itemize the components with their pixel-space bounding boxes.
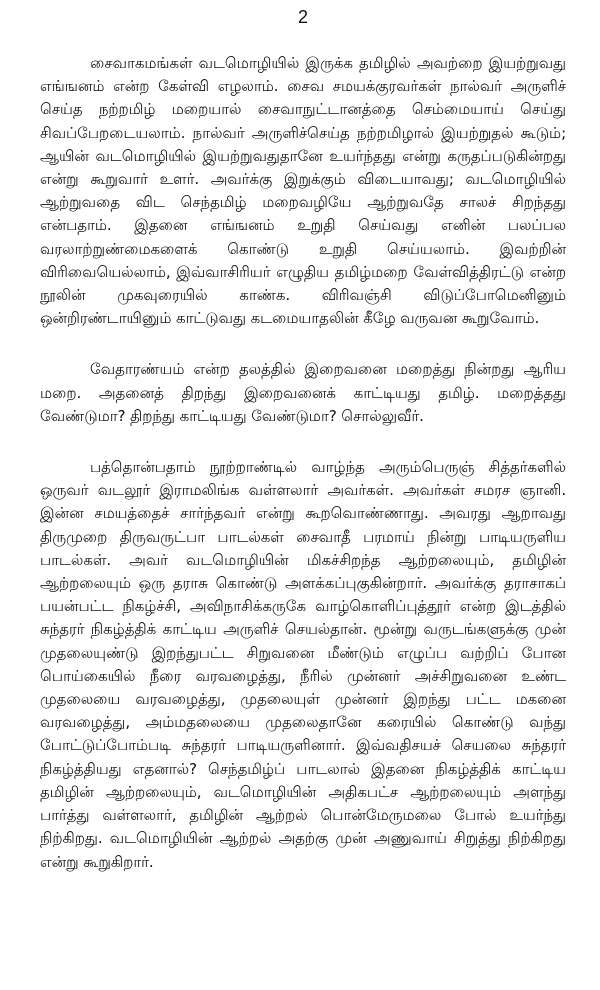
paragraph-2: வேதாரண்யம் என்ற தலத்தில் இறைவனை மறைத்து நின்றது ஆரிய மறை. அதனைத் திறந்து இறைவனைக் காட்டியது தமிழ். மறைத்தது வேண்டுமா? திறந்து காட்டியது வேண்டுமா? சொல்லுவீர். — [40, 360, 566, 425]
page-number: 2 — [297, 7, 308, 27]
paragraph-3: பத்தொன்பதாம் நூற்றாண்டில் வாழ்ந்த அரும்பெருஞ் சித்தர்களில் ஒருவர் வடலூர் இராமலிங்க வள்ளலார் அவர்கள். அவர்கள் சமரச ஞானி. இன்ன சமயத்தைச் சார்ந்தவர் என்று கூறவொண்ணாது. அவரது ஆறாவது திருமுறை திருவருட்பா பாடல்கள் சைவாதீ பரமாய் நின்று பாடியருளிய பாடல்கள். அவர் வடமொழியின் மிகச்சிறந்த ஆற்றலையும், தமிழின் ஆற்றலையும் ஒரு தராசு கொண்டு அளக்கப்புகுகின்றார். அவர்க்கு தராசாகப் பயன்பட்ட நிகழ்ச்சி, அவிநாசிக்கருகே வாழ்கொளிப்புத்தூர் என்ற இடத்தில் சுந்தரர் நிகழ்த்திக் காட்டிய அருளிச் செயல்தான். மூன்று வருடங்களுக்கு முன் முதலையுண்டு இறந்துபட்ட சிறுவனை மீண்டும் எழுப்ப வற்றிப் போன பொய்கையில் நீரை வரவழைத்து, நீரில் முன்னர் அச்சிறுவனை உண்ட முதலையை வரவழைத்து, முதலையுள் முன்னர் இறந்து பட்ட மகனை வரவழைத்து, அம்மதலையை முதலைதானே கரையில் கொண்டு வந்து போட்டுப்போம்படி சுந்தரர் பாடியருளினார். இவ்வதிசயச் செயலை சுந்தரர் நிகழ்த்தியது எதனால்? செந்தமிழ்ப் பாடலால் இதனை நிகழ்த்திக் காட்டிய தமிழின் ஆற்றலையும், வடமொழியின் அதிகபட்ச ஆற்றலையும் அளந்து பார்த்து வள்ளலார், தமிழின் ஆற்றல் பொன்மேருமலை போல் உயர்ந்து நிற்கிறது. வடமொழியின் ஆற்றல் அதற்கு முன் அணுவாய் சிறுத்து நிற்கிறது என்று கூறுகிறார். — [40, 458, 566, 871]
paragraph-1: சைவாகமங்கள் வடமொழியில் இருக்க தமிழில் அவற்றை இயற்றுவது எங்ஙனம் என்ற கேள்வி எழலாம். சைவ சமயக்குரவர்கள் நால்வர் அருளிச் செய்த நற்றமிழ் மறையால் சைவாநுட்டானத்தை செம்மையாய் செய்து சிவப்பேறடையலாம். நால்வர் அருளிச்செய்த நற்றமிழால் இயற்றுதல் கூடும்; ஆயின் வடமொழியில் இயற்றுவதுதானே உயர்ந்தது என்று கருதப்படுகின்றது என்று கூறுவார் உளர். அவர்க்கு இறுக்கும் விடையாவது; வடமொழியில் ஆற்றுவதை விட செந்தமிழ் மறைவழியே ஆற்றுவதே சாலச் சிறந்தது என்பதாம். இதனை எங்ஙனம் உறுதி செய்வது எனின் பலப்பல வரலாற்றுண்மைகளைக் கொண்டு உறுதி செய்யலாம். இவற்றின் விரிவையெல்லாம், இவ்வாசிரியர் எழுதிய தமிழ்மறை வேள்வித்திரட்டு என்ற நூலின் முகவுரையில் காண்க. விரிவஞ்சி விடுப்போமெனினும் ஒன்றிரண்டாயினும் காட்டுவது கடமையாதலின் கீழே வருவன கூறுவோம். — [40, 54, 566, 328]
